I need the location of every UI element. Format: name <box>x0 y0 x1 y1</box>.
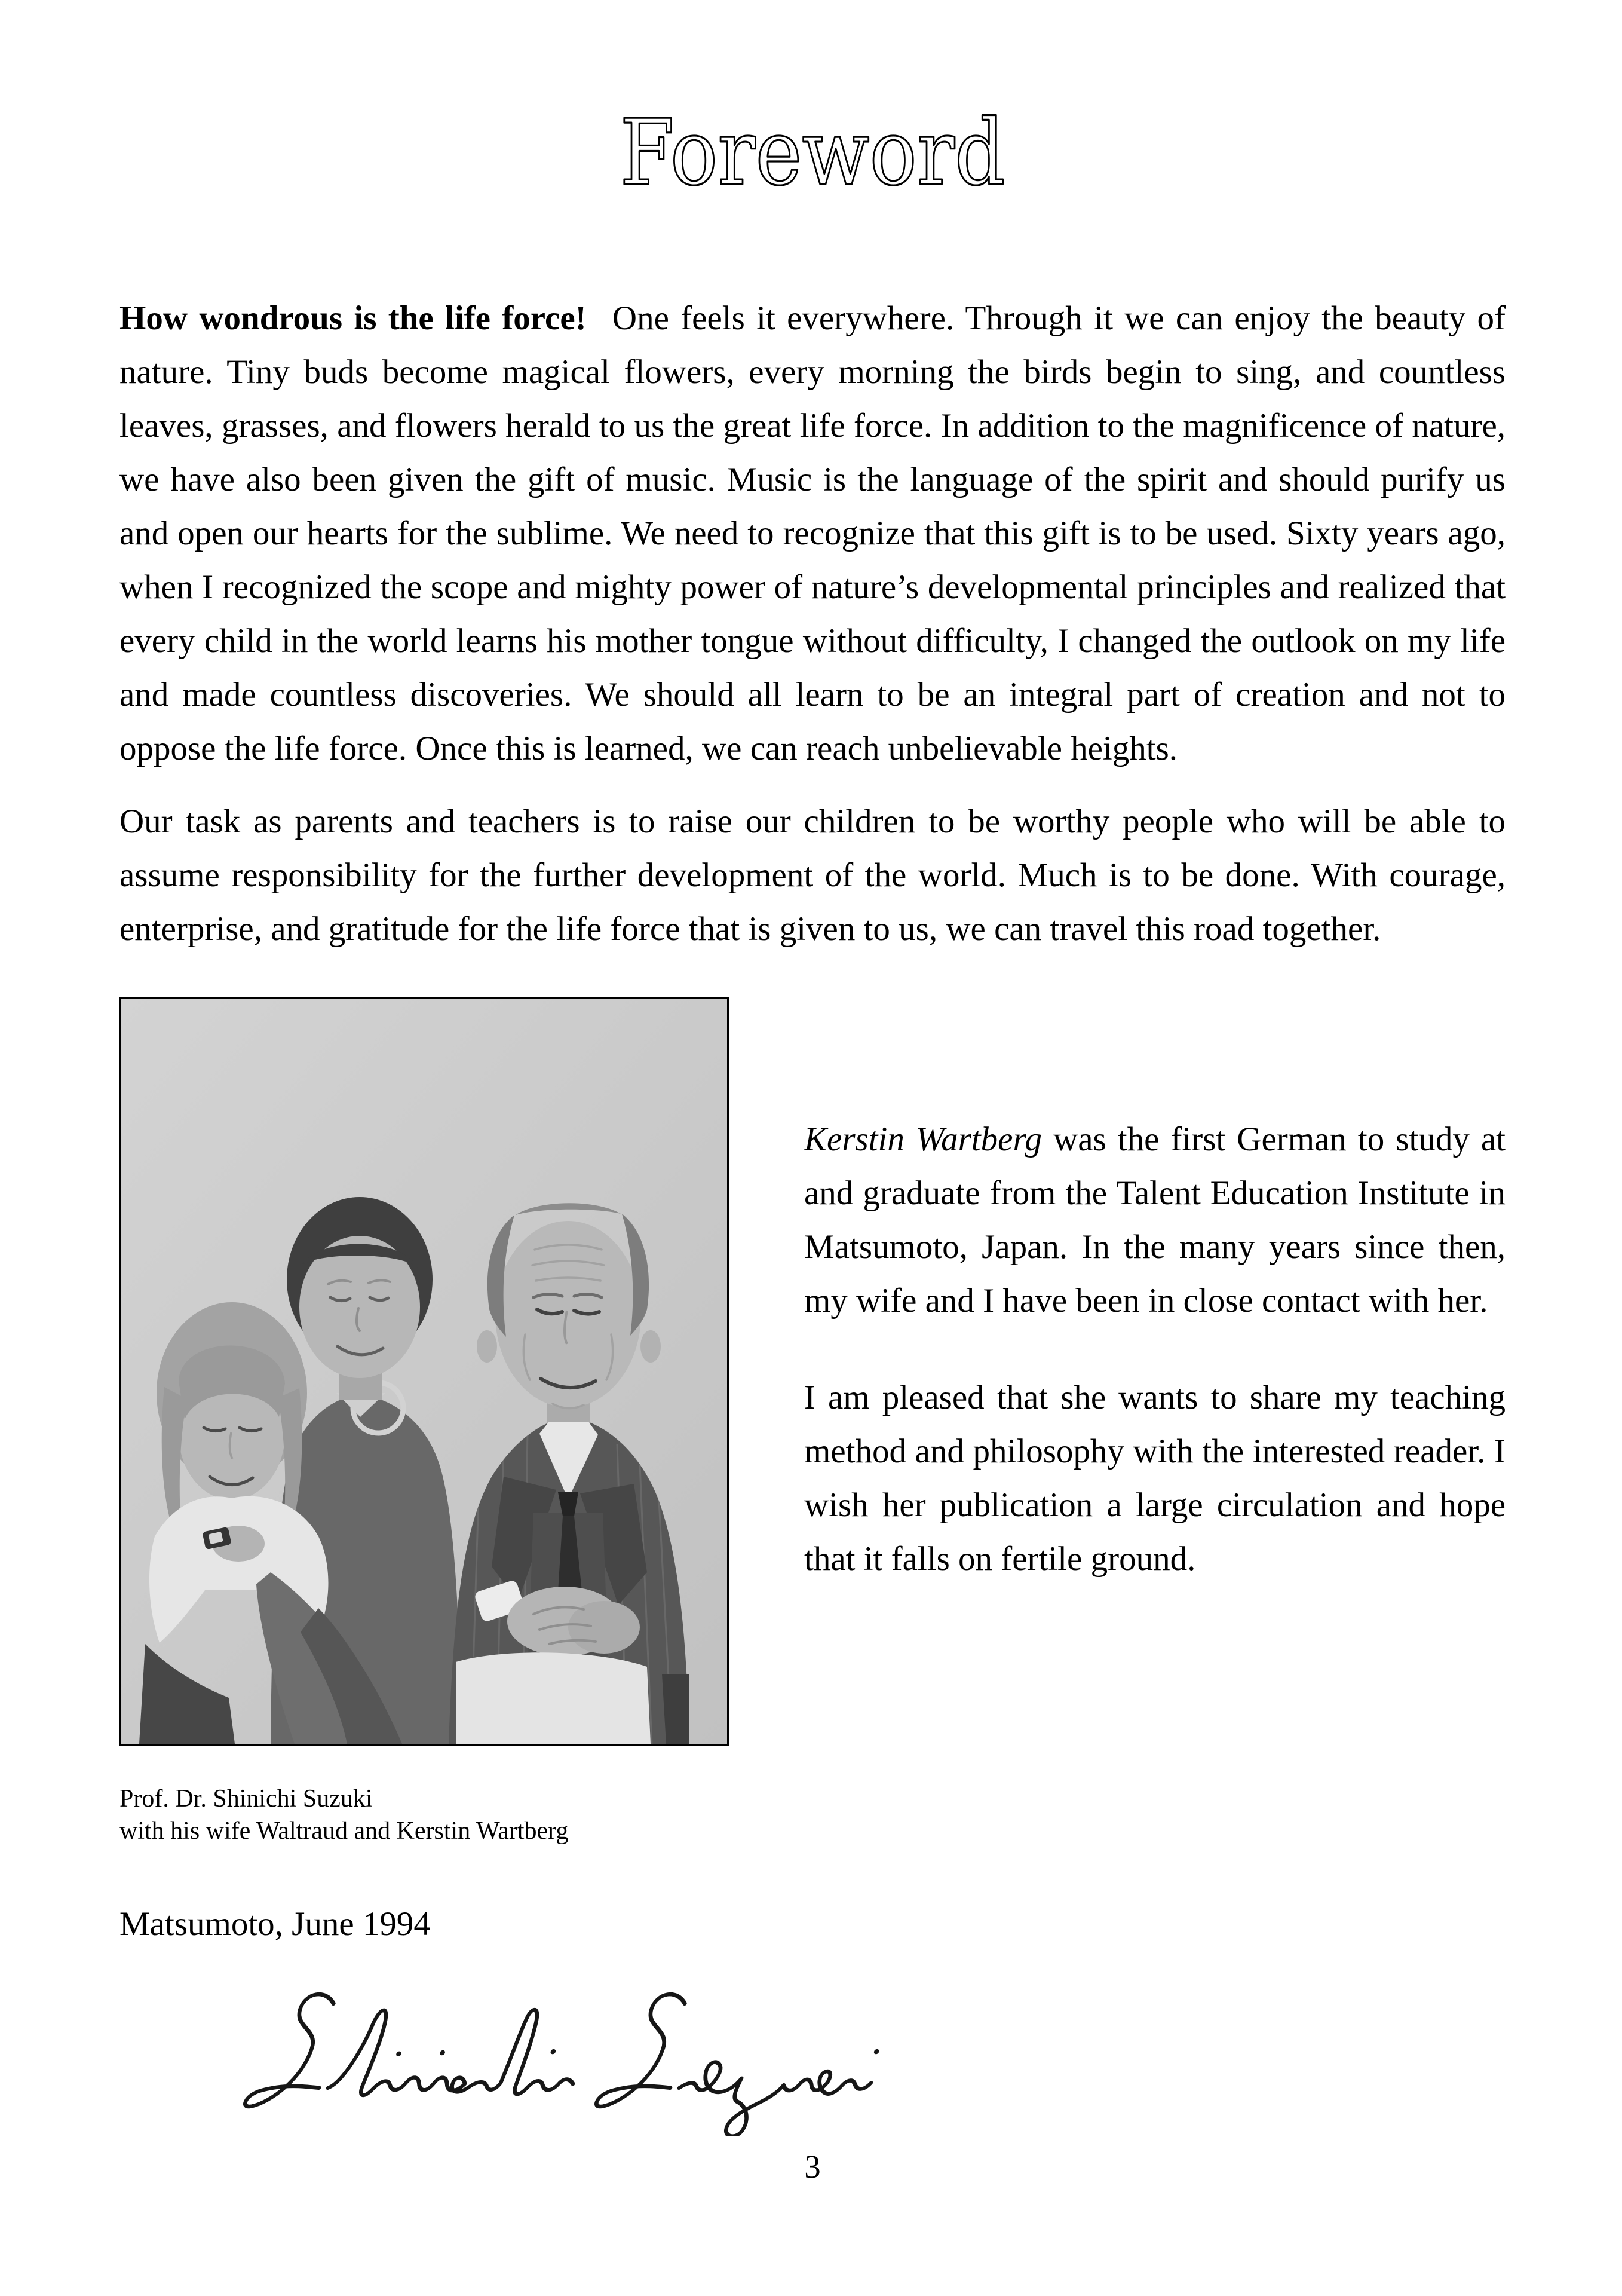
dateline: Matsumoto, June 1994 <box>119 1905 431 1943</box>
side-lead-italic: Kerstin Wartberg <box>804 1121 1043 1158</box>
side-paragraph-1-text: was the first German to study at and graduate from the Talent Education Institute in Matsumoto, Japan. In the many years since then, my wife and I have been in close contact with her. <box>804 1121 1506 1320</box>
page-title: Foreword <box>620 100 1005 206</box>
photo-frame <box>119 997 729 1746</box>
photo-people-illustration <box>121 999 727 1744</box>
intro-paragraph-1 <box>119 292 1506 776</box>
page-number: 3 <box>804 2148 821 2185</box>
photo-caption <box>119 1783 729 1847</box>
title-engraved-art <box>544 78 1081 227</box>
photo-caption-line-2: with his wife Waltraud and Kerstin Wartberg <box>119 1817 569 1845</box>
photo-column <box>119 997 729 1847</box>
side-paragraph-1 <box>804 1113 1506 1328</box>
side-text-column <box>729 997 1506 1847</box>
intro-paragraph-1-text: One feels it everywhere. Through it we can enjoy the beauty of nature. Tiny buds become magical flowers, every morning the birds begin to sing, and countless leaves, grasses, and flowers herald to us the great life force. In addition to the magnificence of nature, we have also been given the gift of music. Music is the language of the spirit and should purify us and open our hearts for the sublime. We need to recognize that this gift is to be used. Sixty years ago, when I recognized the scope and mighty power of nature’s developmental principles and realized that every child in the world learns his mother tongue without difficulty, I changed the outlook on my life and made countless discoveries. We should all learn to be an integral part of creation and not to oppose the life force. Once this is learned, we can reach unbelievable heights. <box>119 299 1506 767</box>
side-paragraph-2: I am pleased that she wants to share my teaching method and philosophy with the interested reader. I wish her publication a large circulation and hope that it falls on fertile ground. <box>804 1379 1506 1578</box>
signature-shinichi-suzuki <box>221 1969 1034 2136</box>
intro-paragraph-2: Our task as parents and teachers is to raise our children to be worthy people who will be able to assume responsibility for the further development of the world. Much is to be done. With courage, enterprise, and gratitude for the life force that is given to us, we can travel this road together. <box>119 803 1506 948</box>
photo-caption-line-1: Prof. Dr. Shinichi Suzuki <box>119 1785 373 1813</box>
title-block <box>119 78 1506 227</box>
photo-section <box>119 997 1506 1847</box>
signature-block <box>221 1969 1034 2136</box>
intro-lead-bold: How wondrous is the life force! <box>119 299 587 337</box>
